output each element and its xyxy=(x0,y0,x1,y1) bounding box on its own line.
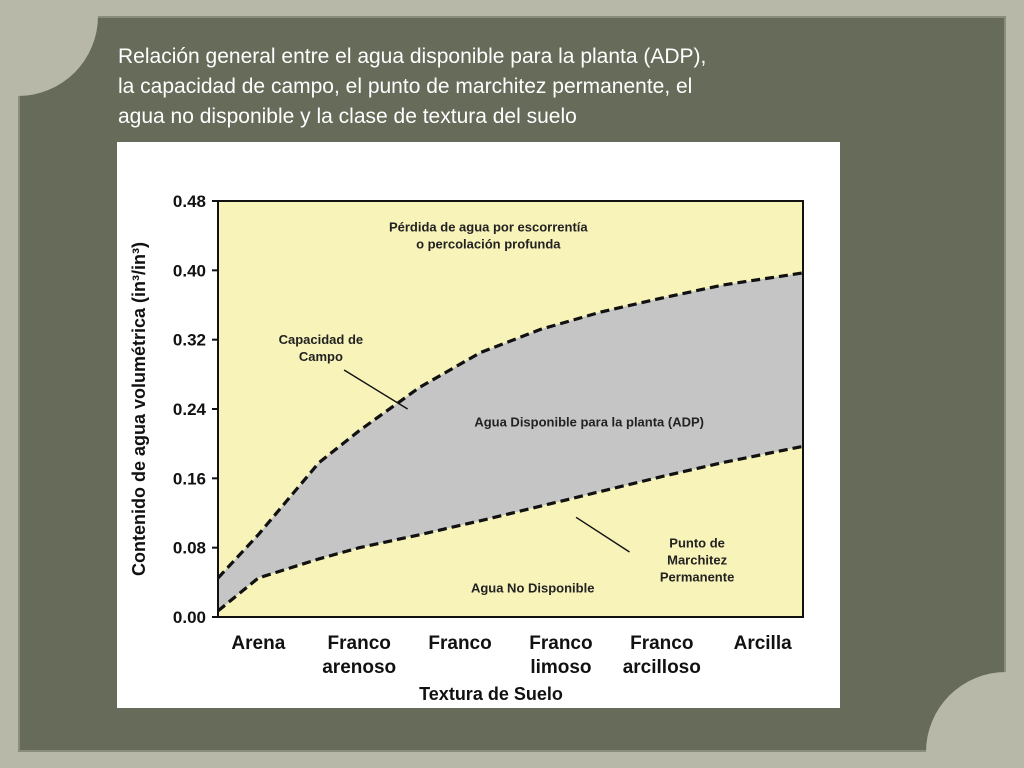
chart-annotation-line: Agua No Disponible xyxy=(470,580,595,596)
x-category-label: Franco xyxy=(428,633,492,654)
y-tick-label: 0.40 xyxy=(172,261,206,281)
chart-annotation-line: Pérdida de agua por escorrentía xyxy=(388,219,588,235)
chart-annotation-line: o percolación profunda xyxy=(416,236,561,252)
soil-water-chart xyxy=(117,142,840,708)
x-category-label: Franco xyxy=(630,633,694,654)
chart-annotation-line: Capacidad de xyxy=(278,332,364,347)
chart-annotation-line: Campo xyxy=(298,349,343,364)
title-line-1: Relación general entre el agua disponible para la planta (ADP), xyxy=(118,45,707,68)
chart-card xyxy=(117,142,840,708)
chart-annotation-line: Punto de xyxy=(669,535,725,551)
y-tick-label: 0.48 xyxy=(172,192,206,211)
title-line-2: la capacidad de campo, el punto de marchitez permanente, el xyxy=(118,75,693,98)
title-line-3: agua no disponible y la clase de textura del suelo xyxy=(118,105,577,128)
x-category-label: Franco xyxy=(327,633,391,654)
x-axis-title: Textura de Suelo xyxy=(419,684,563,704)
y-tick-label: 0.16 xyxy=(172,469,206,489)
x-category-label: Arena xyxy=(231,633,286,654)
chart-annotation xyxy=(471,581,595,596)
x-category-label: arcilloso xyxy=(622,657,701,678)
x-category-label: Franco xyxy=(529,633,593,654)
y-tick-label: 0.24 xyxy=(172,400,206,419)
chart-annotation-line: Permanente xyxy=(659,569,735,585)
chart-annotation-line: Agua Disponible para la planta (ADP) xyxy=(474,414,705,430)
y-tick-label: 0.08 xyxy=(172,538,206,558)
y-axis-title: Contenido de agua volumétrica (in³/in³) xyxy=(129,241,149,577)
y-tick-label: 0.32 xyxy=(172,330,206,350)
x-category-label: Arcilla xyxy=(733,633,792,654)
chart-annotation xyxy=(474,414,704,429)
chart-annotation xyxy=(660,536,734,585)
slide-title xyxy=(118,42,858,132)
y-tick-label: 0.00 xyxy=(172,608,206,627)
x-category-label: arenoso xyxy=(322,657,397,678)
x-category-label: limoso xyxy=(530,657,592,678)
chart-annotation-line: Marchitez xyxy=(667,552,728,568)
